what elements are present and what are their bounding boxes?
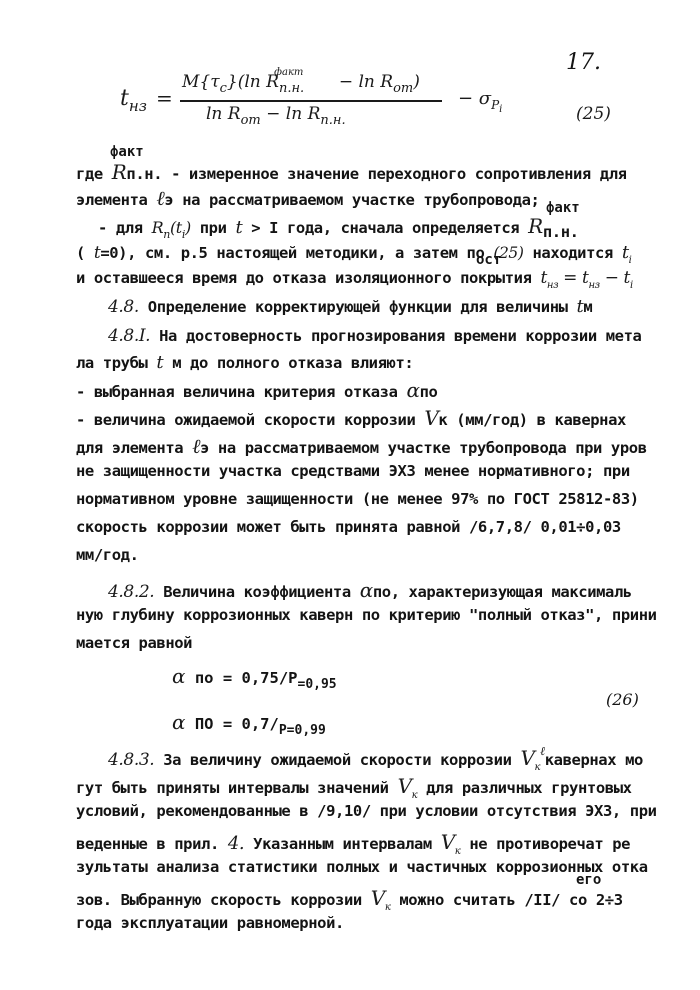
text-line-2: элемента ℓэ на рассматриваемом участке трубопровода; <box>76 186 540 210</box>
sup-ego: его <box>576 872 602 888</box>
formula-number: (25) <box>576 104 611 124</box>
text-line-16: 4.8.2. Величина коэффициента αпо, характеризующая максималь <box>108 578 632 602</box>
symbol-r: R <box>111 160 127 184</box>
text-line-7: 4.8.I. На достоверность прогнозирования времени коррозии мета <box>108 326 642 346</box>
symbol-l: ℓ <box>156 186 165 210</box>
sup-fakt-2: факт <box>546 200 580 216</box>
text-line-3: - для $R_п(t_i)$ при t > I года, сначала определяется Rп.н. <box>98 214 579 241</box>
list-item-criterion: - выбранная величина критерия отказа αпо <box>76 378 438 402</box>
section-4-8-heading: 4.8. Определение корректирующей функции для величины tм <box>108 296 593 317</box>
text-line-5: и оставшееся время до отказа изоляционного покрытия $t_{нз} = t_{нз} - t_i$ <box>76 268 633 291</box>
text-line-11: для элемента ℓэ на рассматриваемом участке трубопровода при уров <box>76 434 647 458</box>
text-line-25: года эксплуатации равномерной. <box>76 914 344 932</box>
text-line-20: гут быть приняты интервалы значений $V_к$ для различных грунтовых <box>76 774 632 801</box>
text-line-15: мм/год. <box>76 546 139 564</box>
page-number: 17. <box>566 50 601 75</box>
text-line-21: условий, рекомендованные в /9,10/ при условии отсутствия ЭХЗ, при <box>76 802 657 820</box>
formula-numerator: $M\{\tau_c\}(\ln$ $R_{п.н.}^{факт} - \ln R_{от}$) <box>182 67 420 96</box>
formula-lhs: $t_{нз}$ <box>120 86 147 115</box>
text-line-22: веденные в прил. 4. Указанным интервалам $V_к$ не противоречат ре <box>76 830 631 857</box>
text-line-4: ( t=0), см. р.5 настоящей методики, а затем по (25) находится $t_i$ <box>76 242 632 266</box>
formula-equals: = <box>156 86 173 110</box>
text-line-18: мается равной <box>76 634 193 652</box>
text-line-24: зов. Выбранную скорость коррозии $V_к$ можно считать /II/ со 2÷3 <box>76 886 623 913</box>
list-item-corrosion-rate: - величина ожидаемой скорости коррозии Vк (мм/год) в кавернах <box>76 406 626 430</box>
fraction-bar <box>180 100 442 102</box>
formula-sigma: − $\sigma_{Pi}$ <box>458 88 503 115</box>
sup-fakt-1: факт <box>110 144 144 160</box>
text-line-1: где Rп.н. - измеренное значение переходного сопротивления для <box>76 160 627 184</box>
text-line-23: зультаты анализа статистики полных и частичных коррозионных отка <box>76 858 648 876</box>
text-line-8: ла трубы t м до полного отказа влияют: <box>76 352 414 373</box>
equation-26b: α ПО = $0,7/_{P=0,99}$ <box>172 710 326 738</box>
formula-25 <box>120 67 640 142</box>
equation-number-26: (26) <box>606 690 639 709</box>
text-line-17: ную глубину коррозионных каверн по критерию "полный отказ", прини <box>76 606 657 624</box>
sup-ost: ост <box>476 252 502 268</box>
text-line-19: 4.8.3. За величину ожидаемой скорости коррозии $V_к^\ell кавернах$ мо <box>108 744 643 773</box>
text-line-14: скорость коррозии может быть принята равной /6,7,8/ 0,01÷0,03 <box>76 518 621 536</box>
text-line-12: не защищенности участка средствами ЭХЗ менее нормативного; при <box>76 462 630 480</box>
equation-26a: α по = $0,75/P_{=0,95}$ <box>172 664 337 692</box>
text-line-13: нормативном уровне защищенности (не менее 97% по ГОСТ 25812-83) <box>76 490 639 508</box>
symbol-rp-ti: $R_п(t_i)$ <box>151 218 191 241</box>
formula-denominator: $\ln R_{от} - \ln R_{п.н.}$ <box>206 104 346 128</box>
